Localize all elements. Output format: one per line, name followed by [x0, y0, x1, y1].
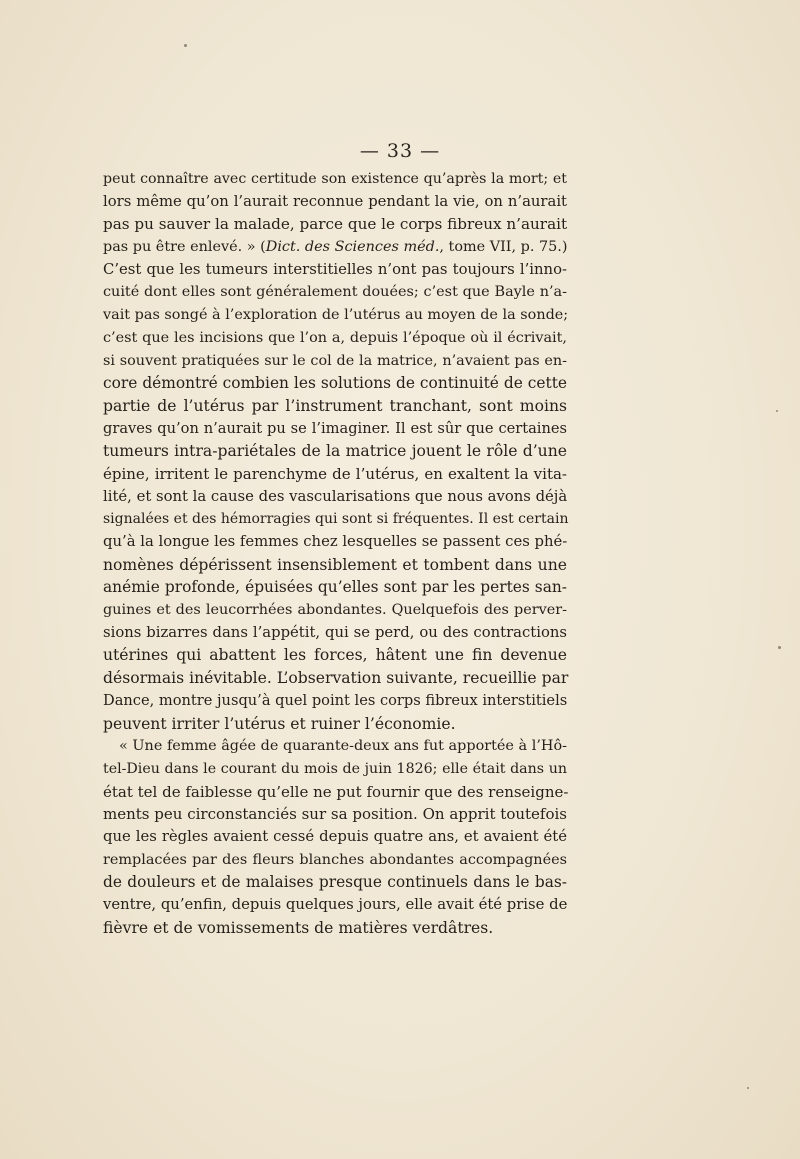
paper-speck	[184, 44, 187, 47]
citation-open: pas pu être enlevé. » (	[103, 239, 266, 256]
text-line: fièvre et de vomissements de matières verdâtres.	[103, 918, 494, 937]
text-line: guines et des leucorrhées abondantes. Quelquefois des perver-	[103, 602, 567, 619]
text-line: sions bizarres dans l’appétit, qui se perd, ou des contractions	[103, 623, 567, 641]
text-line: ments peu circonstanciés sur sa position. On apprit toutefois	[103, 805, 567, 824]
text-line: si souvent pratiquées sur le col de la matrice, n’avaient pas en-	[103, 352, 567, 369]
text-line: tumeurs intra-pariétales de la matrice jouent le rôle d’une	[103, 442, 567, 461]
text-line: C’est que les tumeurs interstitielles n’ont pas toujours l’inno-	[103, 260, 567, 278]
body-text	[103, 168, 567, 939]
text-line: remplacées par des fleurs blanches abondantes accompagnées	[103, 851, 567, 868]
text-line: signalées et des hémorragies qui sont si fréquentes. Il est certain	[103, 511, 569, 528]
text-line: « Une femme âgée de quarante-deux ans fut apportée à l’Hô-	[119, 738, 567, 755]
paper-speck	[776, 410, 778, 412]
text-line: état tel de faiblesse qu’elle ne put fournir que des renseigne-	[103, 782, 569, 801]
citation-title: Dict. des Sciences méd.	[265, 239, 440, 256]
text-line: core démontré combien les solutions de continuité de cette	[103, 374, 567, 393]
text-line: vait pas songé à l’exploration de l’utérus au moyen de la sonde;	[103, 307, 569, 324]
text-line: désormais inévitable. L’observation suivante, recueillie par	[103, 669, 569, 688]
paragraph-1	[103, 168, 567, 735]
text-line: de douleurs et de malaises presque continuels dans le bas-	[103, 873, 567, 892]
text-line: graves qu’on n’aurait pu se l’imaginer. Il est sûr que certaines	[103, 419, 567, 437]
paragraph-2	[103, 735, 567, 939]
text-line: lors même qu’on l’aurait reconnue pendant la vie, on n’aurait	[103, 192, 567, 210]
text-line: tel-Dieu dans le courant du mois de juin 1826; elle était dans un	[103, 760, 567, 777]
text-line: nomènes dépérissent insensiblement et tombent dans une	[103, 555, 567, 574]
text-line: cuité dont elles sont généralement douées; c’est que Bayle n’a-	[103, 284, 567, 301]
text-line: pas pu sauver la malade, parce que le corps fibreux n’aurait	[103, 215, 568, 234]
text-line: épine, irritent le parenchyme de l’utérus, en exaltent la vita-	[103, 464, 567, 483]
text-line: peuvent irriter l’utérus et ruiner l’économie.	[103, 714, 456, 733]
text-line: anémie profonde, épuisées qu’elles sont par les pertes san-	[103, 578, 567, 597]
text-line: utérines qui abattent les forces, hâtent une fin devenue	[103, 646, 567, 665]
page-number: — 33 —	[359, 140, 441, 162]
text-line: qu’à la longue les femmes chez lesquelles se passent ces phé-	[103, 533, 568, 550]
text-line: c’est que les incisions que l’on a, depuis l’époque où il écrivait,	[103, 329, 567, 346]
text-line: que les règles avaient cessé depuis quatre ans, et avaient été	[103, 827, 567, 845]
text-line-citation	[103, 236, 567, 259]
text-line: ventre, qu’enfin, depuis quelques jours, elle avait été prise de	[103, 896, 568, 913]
citation-ref: , tome VII, p. 75.)	[439, 239, 568, 256]
text-line: lité, et sont la cause des vascularisations que nous avons déjà	[103, 487, 568, 505]
text-line: peut connaître avec certitude son existence qu’après la mort; et	[103, 171, 567, 187]
text-line: Dance, montre jusqu’à quel point les corps fibreux interstitiels	[103, 691, 568, 709]
paper-speck	[778, 646, 781, 649]
text-line: partie de l’utérus par l’instrument tranchant, sont moins	[103, 396, 567, 415]
paper-speck	[747, 1087, 749, 1089]
